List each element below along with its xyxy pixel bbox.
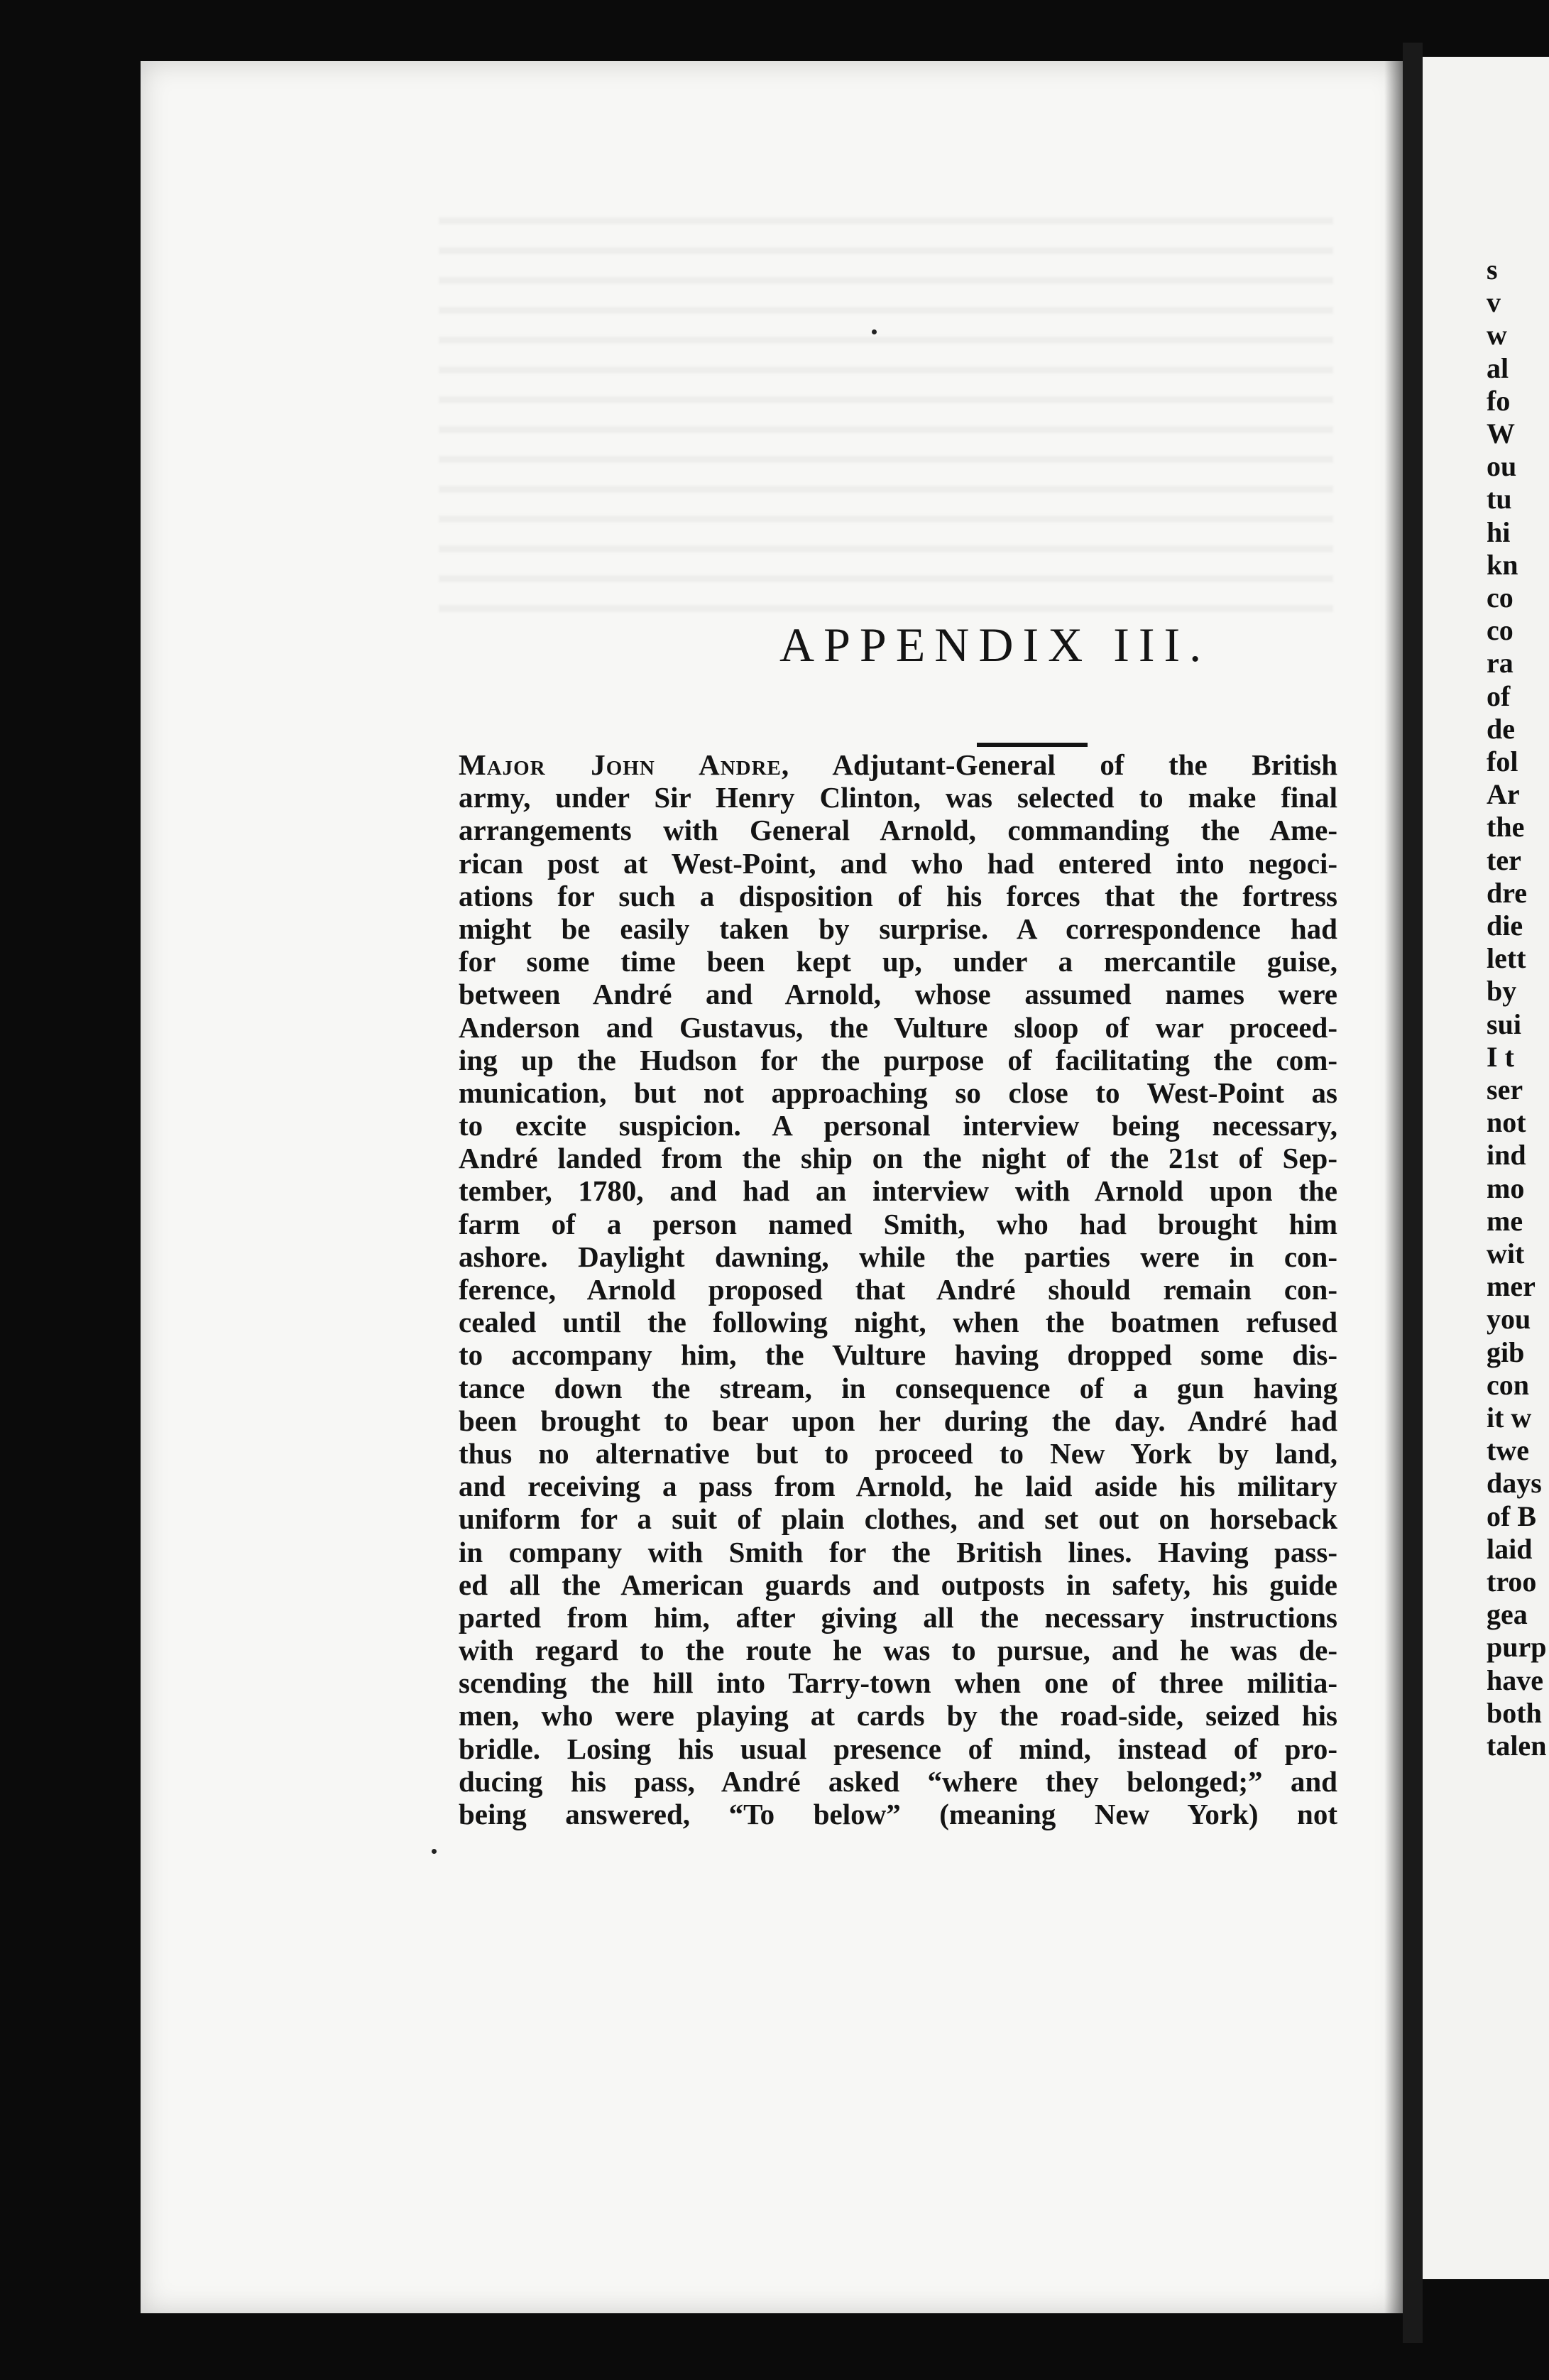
body-text — [459, 748, 1337, 1830]
facing-page-fragment: s — [1487, 253, 1498, 285]
facing-page-fragment: troo — [1487, 1566, 1537, 1598]
bleed-through-texture — [439, 217, 1333, 615]
facing-page-fragment: it w — [1487, 1402, 1532, 1434]
facing-page-fragment: of — [1487, 679, 1511, 712]
text-line: André landed from the ship on the night of the 21st of Sep- — [459, 1142, 1337, 1175]
facing-page-fragment: I t — [1487, 1040, 1514, 1073]
text-line: army, under Sir Henry Clinton, was selected to make final — [459, 781, 1337, 814]
text-line: ference, Arnold proposed that André should remain con- — [459, 1273, 1337, 1306]
text-line: men, who were playing at cards by the road-side, seized his — [459, 1699, 1337, 1732]
text-line: arrangements with General Arnold, commanding the Ame- — [459, 814, 1337, 847]
facing-page-fragment: days — [1487, 1467, 1542, 1500]
text-line: munication, but not approaching so close to West-Point as — [459, 1076, 1337, 1109]
facing-page-fragment: talen — [1487, 1730, 1547, 1762]
text-line: parted from him, after giving all the necessary instructions — [459, 1600, 1337, 1634]
facing-page-fragment: have — [1487, 1664, 1543, 1696]
facing-page-fragment: con — [1487, 1368, 1529, 1401]
facing-page-fragment: me — [1487, 1204, 1523, 1237]
text-line: for some time been kept up, under a mercantile guise, — [459, 945, 1337, 978]
text-line: tember, 1780, and had an interview with Arnold upon the — [459, 1174, 1337, 1208]
book-gutter — [1403, 43, 1423, 2343]
facing-page-fragment: fo — [1487, 384, 1511, 417]
heading-rule — [977, 743, 1088, 747]
appendix-heading: APPENDIX III. — [779, 618, 1211, 672]
facing-page-fragment: by — [1487, 975, 1517, 1008]
facing-page-fragment: co — [1487, 614, 1514, 647]
text-line: in company with Smith for the British lines. Having pass- — [459, 1535, 1337, 1568]
facing-page-fragment: ter — [1487, 844, 1521, 876]
facing-page-fragment: twe — [1487, 1434, 1529, 1467]
facing-page-fragment: you — [1487, 1303, 1531, 1336]
small-caps-name: Major John Andre, — [459, 748, 790, 781]
facing-page-fragment: w — [1487, 319, 1507, 351]
facing-page-fragment: the — [1487, 811, 1525, 844]
facing-page-fragment: of B — [1487, 1500, 1536, 1532]
text-line: between André and Arnold, whose assumed names were — [459, 978, 1337, 1011]
text-line: scending the hill into Tarry-town when one of three militia- — [459, 1666, 1337, 1700]
facing-page-fragment: sui — [1487, 1008, 1521, 1040]
text-line: might be easily taken by surprise. A correspondence had — [459, 912, 1337, 945]
facing-page-fragment: mo — [1487, 1172, 1525, 1204]
text-line: being answered, “To below” (meaning New York) not — [459, 1798, 1337, 1830]
text-line: bridle. Losing his usual presence of mind, instead of pro- — [459, 1732, 1337, 1765]
text-line: to accompany him, the Vulture having dropped some dis- — [459, 1338, 1337, 1372]
text-line: rican post at West-Point, and who had entered into negoci- — [459, 846, 1337, 880]
facing-page-fragment: dre — [1487, 876, 1528, 909]
text-line: ed all the American guards and outposts in safety, his guide — [459, 1568, 1337, 1601]
facing-page-fragment: ra — [1487, 647, 1514, 679]
text-line: been brought to bear upon her during the day. André had — [459, 1404, 1337, 1437]
facing-page-fragment: ser — [1487, 1074, 1523, 1106]
text-line: ashore. Daylight dawning, while the parties were in con- — [459, 1240, 1337, 1273]
facing-page-fragment: co — [1487, 582, 1514, 613]
facing-page-fragment: purp — [1487, 1631, 1547, 1664]
facing-page-fragment: gib — [1487, 1336, 1525, 1368]
facing-page-fragment: Ar — [1487, 778, 1520, 811]
text-line: uniform for a suit of plain clothes, and set out on horseback — [459, 1502, 1337, 1536]
facing-page-fragment: not — [1487, 1106, 1526, 1139]
facing-page-fragment: W — [1487, 417, 1515, 449]
text-line: and receiving a pass from Arnold, he laid aside his military — [459, 1470, 1337, 1503]
facing-page-fragment: wit — [1487, 1238, 1525, 1270]
facing-page-fragment: hi — [1487, 515, 1511, 548]
facing-page-fragment: ind — [1487, 1139, 1526, 1172]
text-line: cealed until the following night, when the boatmen refused — [459, 1306, 1337, 1339]
text-line: to excite suspicion. A personal interview being necessary, — [459, 1109, 1337, 1142]
text-line: with regard to the route he was to pursue, and he was de- — [459, 1634, 1337, 1667]
text-line: Anderson and Gustavus, the Vulture sloop of war proceed- — [459, 1010, 1337, 1044]
facing-page-fragment: al — [1487, 351, 1509, 384]
text-line: tance down the stream, in consequence of a gun having — [459, 1371, 1337, 1404]
facing-page-fragment: ou — [1487, 450, 1517, 483]
text-line: ducing his pass, André asked “where they belonged;” and — [459, 1764, 1337, 1798]
facing-page-fragment: gea — [1487, 1598, 1528, 1631]
facing-page-fragment: fol — [1487, 746, 1518, 777]
facing-page-fragment: mer — [1487, 1270, 1536, 1303]
facing-page-fragment: both — [1487, 1696, 1542, 1729]
text-line: farm of a person named Smith, who had brought him — [459, 1207, 1337, 1240]
ink-speck — [432, 1849, 437, 1854]
spine-shadow — [1384, 61, 1403, 2313]
facing-page-fragment: lett — [1487, 942, 1526, 975]
ink-speck — [872, 329, 877, 334]
facing-page-fragment: laid — [1487, 1532, 1533, 1565]
facing-page-fragment: tu — [1487, 483, 1512, 515]
facing-page-fragment: de — [1487, 712, 1515, 745]
facing-page-fragment: die — [1487, 910, 1523, 941]
text-line: thus no alternative but to proceed to New York by land, — [459, 1436, 1337, 1470]
facing-page-fragment: kn — [1487, 548, 1518, 581]
text-line: Major John Andre, Adjutant-General of the British — [459, 748, 1338, 781]
facing-page — [1423, 57, 1549, 2279]
text-line: ations for such a disposition of his forces that the fortress — [459, 879, 1337, 912]
text-line: ing up the Hudson for the purpose of facilitating the com- — [459, 1043, 1337, 1076]
facing-page-fragment: v — [1487, 286, 1501, 319]
